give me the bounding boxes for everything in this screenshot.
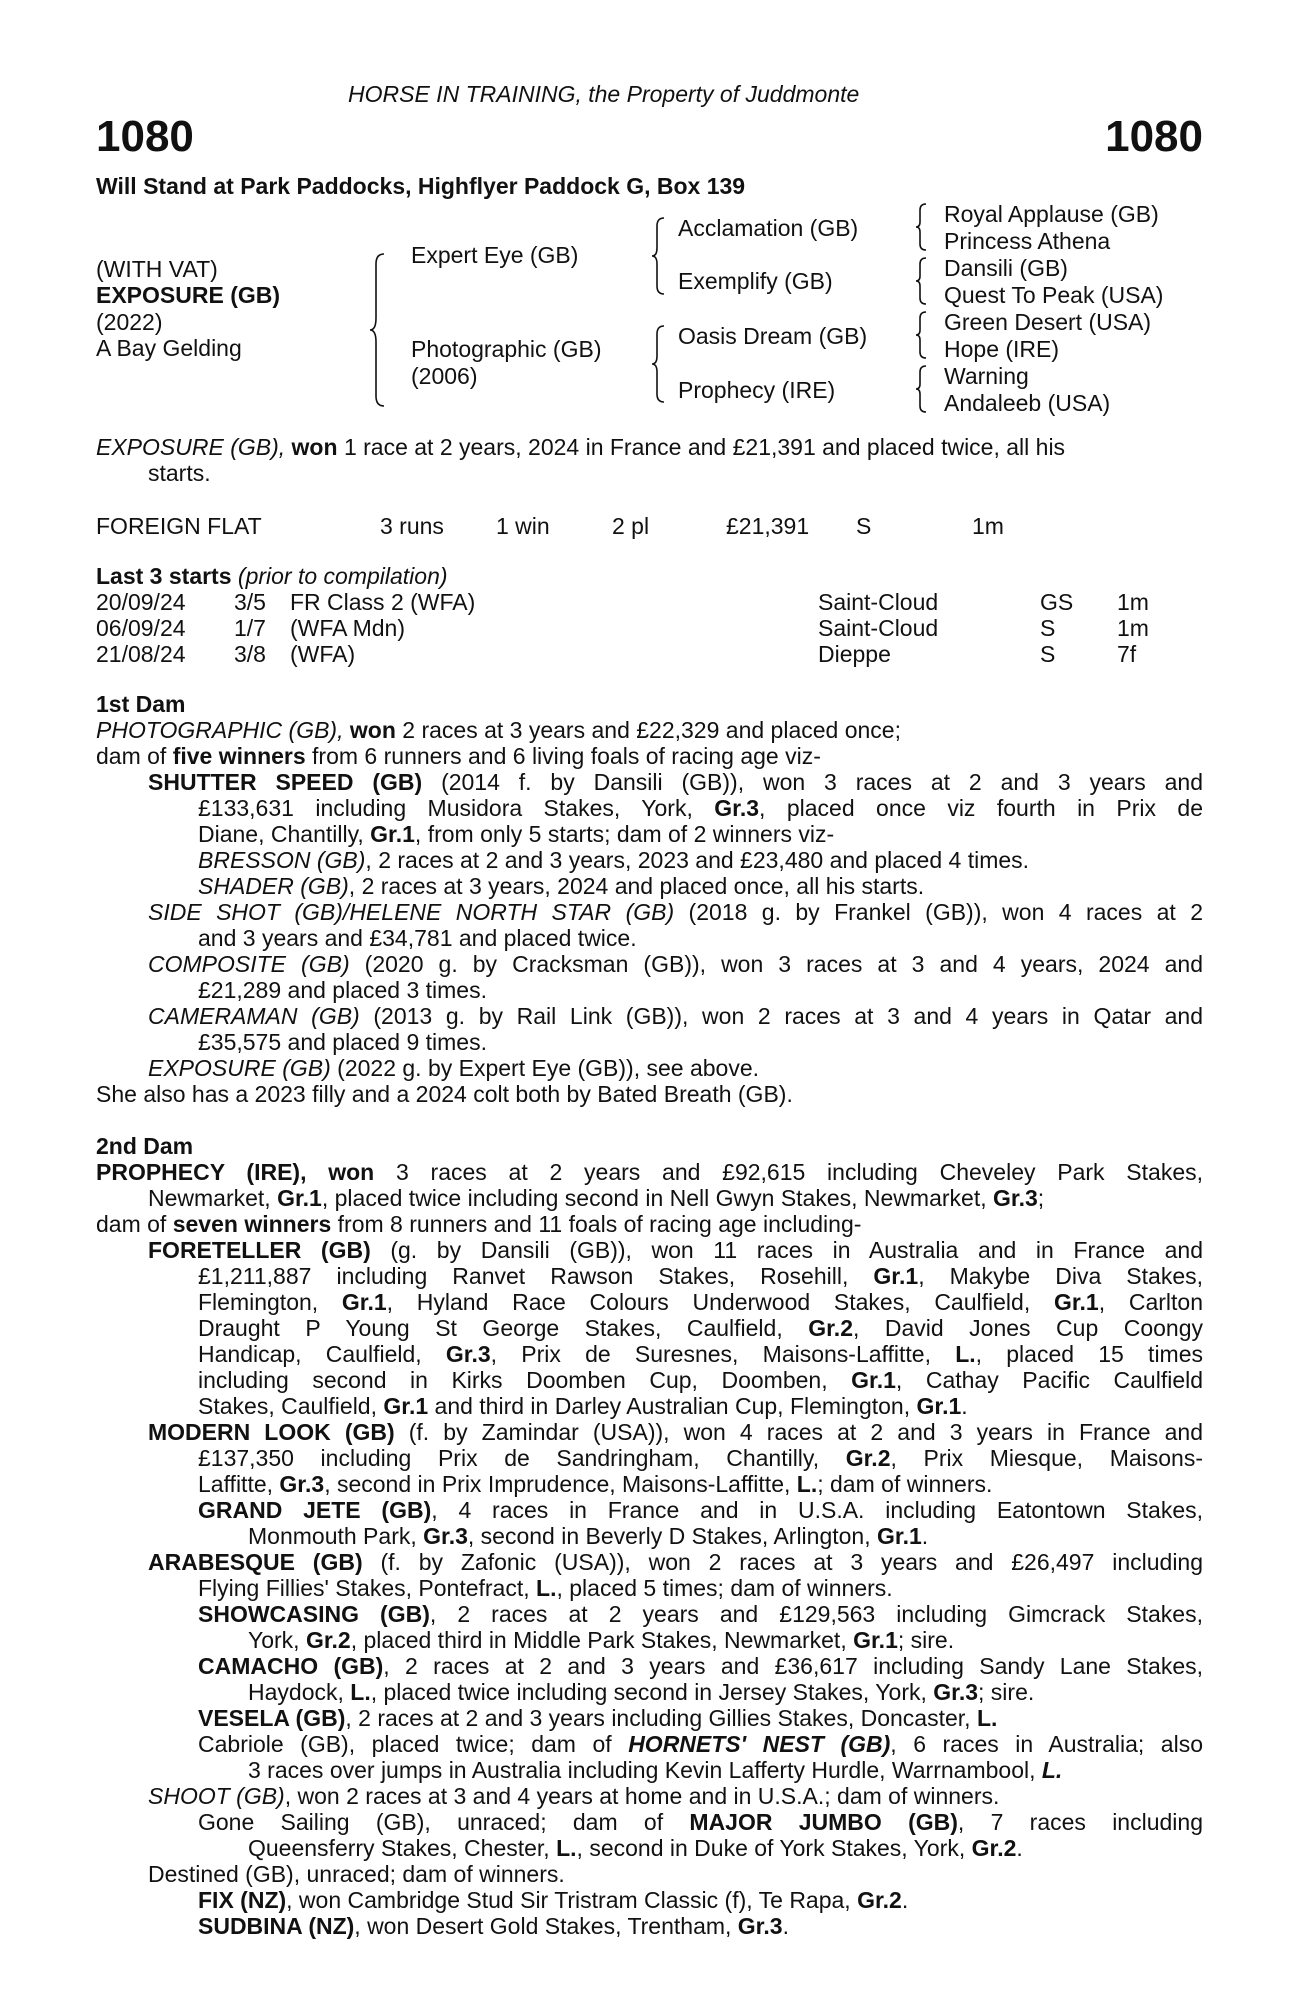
pedigree-g6: Hope (IRE) xyxy=(944,336,1060,362)
second-dam-line xyxy=(198,1810,1203,1836)
grade-label: Gr.1 xyxy=(1053,1289,1099,1315)
pedigree-g3: Dansili (GB) xyxy=(944,255,1068,281)
second-dam-line xyxy=(198,1498,1203,1524)
pedigree-dam-year: (2006) xyxy=(411,363,478,389)
record-earnings: £21,391 xyxy=(726,513,810,539)
pedigree-brace-dam xyxy=(650,324,668,404)
second-dam-line xyxy=(248,1628,954,1654)
listed-label: L. xyxy=(556,1835,577,1861)
first-dam-line xyxy=(96,744,821,770)
pedigree-g2: Princess Athena xyxy=(944,228,1111,254)
start-row xyxy=(0,642,1315,668)
pedigree-brace-g12 xyxy=(914,202,930,252)
won-label: won xyxy=(349,717,396,743)
listed-label: L. xyxy=(955,1341,976,1367)
progeny-text: , second in Duke of York Stakes, York, xyxy=(576,1835,966,1861)
start-race: (WFA Mdn) xyxy=(290,615,406,641)
grade-label: Gr.3 xyxy=(445,1341,491,1367)
pedigree-sire: Expert Eye (GB) xyxy=(411,242,579,268)
first-dam-line xyxy=(148,1056,759,1082)
progeny-text: , 4 races in France and in U.S.A. including Eatontown Stakes, xyxy=(431,1497,1204,1523)
progeny-text: , placed 15 times xyxy=(975,1341,1204,1367)
grade-label: Gr.3 xyxy=(993,1185,1038,1211)
grade-label: Gr.3 xyxy=(279,1471,325,1497)
progeny-text: (2022 g. by Expert Eye (GB)), see above. xyxy=(337,1055,760,1081)
dam-name: PHOTOGRAPHIC (GB), xyxy=(96,717,344,743)
progeny-text: , 2 races at 3 years, 2024 and placed once, all his starts. xyxy=(348,873,925,899)
first-dam-line: and 3 years and £34,781 and placed twice. xyxy=(198,925,637,951)
pedigree-brace-g56 xyxy=(914,310,930,360)
grade-label: Gr.1 xyxy=(277,1185,322,1211)
dam-text: from 6 runners and 6 living foals of racing age viz- xyxy=(312,743,821,769)
progeny-text: 3 races over jumps in Australia including Kevin Lafferty Hurdle, Warrnambool, xyxy=(248,1757,1036,1783)
second-dam-line xyxy=(248,1836,1023,1862)
second-dam-line xyxy=(148,1186,1044,1212)
progeny-text: , Cathay Pacific Caulfield xyxy=(895,1367,1204,1393)
second-dam-line xyxy=(198,1576,893,1602)
dam-text: Newmarket, xyxy=(148,1185,271,1211)
winners-count: five winners xyxy=(172,743,306,769)
second-dam-line: Destined (GB), unraced; dam of winners. xyxy=(148,1861,565,1887)
progeny-text: , 2 races at 2 years and £129,563 including Gimcrack Stakes, xyxy=(429,1601,1203,1627)
listed-label: L. xyxy=(976,1705,998,1731)
listed-label: L. xyxy=(350,1679,371,1705)
summary-horse-name: EXPOSURE (GB), xyxy=(96,434,286,460)
dam-text: dam of xyxy=(96,1211,167,1237)
first-dam-line xyxy=(198,848,1029,874)
progeny-text: (2014 f. by Dansili (GB)), won 3 races at 2 and 3 years and xyxy=(441,769,1204,795)
progeny-name: COMPOSITE (GB) xyxy=(148,951,350,977)
pedigree-brace-main xyxy=(368,252,388,408)
grade-label: Gr.1 xyxy=(851,1367,896,1393)
progeny-text: ; sire. xyxy=(978,1679,1035,1705)
second-dam-heading: 2nd Dam xyxy=(96,1133,194,1159)
second-dam-line xyxy=(148,1420,1203,1446)
first-dam-line: £35,575 and placed 9 times. xyxy=(198,1029,487,1055)
progeny-name: HORNETS' NEST (GB) xyxy=(628,1731,891,1757)
progeny-text: , won Cambridge Stud Sir Tristram Classic (f), Te Rapa, xyxy=(286,1887,851,1913)
record-distance: 1m xyxy=(972,513,1004,539)
second-dam-line xyxy=(198,1316,1203,1342)
second-dam-line xyxy=(198,1888,908,1914)
progeny-text: , 6 races in Australia; also xyxy=(890,1731,1203,1757)
start-position: 3/5 xyxy=(234,589,266,615)
progeny-text: ; dam of winners. xyxy=(817,1471,993,1497)
progeny-name: FIX (NZ) xyxy=(198,1887,287,1913)
grade-label: Gr.1 xyxy=(383,1393,429,1419)
listed-label: L. xyxy=(796,1471,818,1497)
record-places: 2 pl xyxy=(612,513,650,539)
progeny-text: (g. by Dansili (GB)), won 11 races in Australia and in France and xyxy=(390,1237,1203,1263)
start-course: Saint-Cloud xyxy=(818,615,939,641)
second-dam-line xyxy=(96,1212,861,1238)
start-course: Saint-Cloud xyxy=(818,589,939,615)
start-distance: 1m xyxy=(1117,615,1149,641)
progeny-text: (f. by Zamindar (USA)), won 4 races at 2 and 3 years in France and xyxy=(408,1419,1203,1445)
second-dam-line xyxy=(248,1758,1062,1784)
pedigree-g5: Green Desert (USA) xyxy=(944,309,1152,335)
pedigree-dam-sire: Oasis Dream (GB) xyxy=(678,323,868,349)
progeny-text: Flemington, xyxy=(198,1289,319,1315)
start-row xyxy=(0,616,1315,642)
progeny-text: Diane, Chantilly, xyxy=(198,821,364,847)
summary-line-2: starts. xyxy=(148,460,211,486)
dam-name: PROPHECY (IRE) xyxy=(96,1159,301,1185)
progeny-text: . xyxy=(1016,1835,1023,1861)
progeny-text: . xyxy=(961,1393,968,1419)
grade-label: Gr.2 xyxy=(971,1835,1017,1861)
progeny-name: SHADER (GB) xyxy=(198,873,349,899)
progeny-text: , second in Prix Imprudence, Maisons-Laffitte, xyxy=(324,1471,791,1497)
progeny-text: (2018 g. by Frankel (GB)), won 4 races at 2 xyxy=(688,899,1203,925)
progeny-text: , Prix Miesque, Maisons- xyxy=(890,1445,1203,1471)
progeny-text: Laffitte, xyxy=(198,1471,274,1497)
progeny-name: SHUTTER SPEED (GB) xyxy=(148,769,423,795)
progeny-text: , Makybe Diva Stakes, xyxy=(918,1263,1203,1289)
first-dam-line xyxy=(198,822,834,848)
grade-label: Gr.3 xyxy=(737,1913,783,1939)
start-date: 20/09/24 xyxy=(96,589,186,615)
progeny-text: Draught P Young St George Stakes, Caulfield, xyxy=(198,1315,783,1341)
grade-label: Gr.2 xyxy=(857,1887,902,1913)
last-starts-heading xyxy=(96,564,448,590)
start-distance: 7f xyxy=(1117,641,1137,667)
horse-description: A Bay Gelding xyxy=(96,335,242,361)
dam-text: ; xyxy=(1037,1185,1045,1211)
start-race: (WFA) xyxy=(290,641,356,667)
pedigree-g7: Warning xyxy=(944,363,1029,389)
vat-note: (WITH VAT) xyxy=(96,256,218,282)
progeny-name: GRAND JETE (GB) xyxy=(198,1497,432,1523)
progeny-name: SIDE SHOT (GB)/HELENE NORTH STAR (GB) xyxy=(148,899,675,925)
first-dam-line xyxy=(96,718,901,744)
progeny-text: Flying Fillies' Stakes, Pontefract, xyxy=(198,1575,530,1601)
progeny-text: and third in Darley Australian Cup, Flemington, xyxy=(434,1393,911,1419)
last-starts-title: Last 3 starts xyxy=(96,563,232,589)
pedigree-g4: Quest To Peak (USA) xyxy=(944,282,1164,308)
record-going: S xyxy=(856,513,872,539)
second-dam-line xyxy=(198,1394,968,1420)
pedigree-brace-g34 xyxy=(914,256,930,306)
progeny-text: , won Desert Gold Stakes, Trentham, xyxy=(354,1913,732,1939)
pedigree-g8: Andaleeb (USA) xyxy=(944,390,1111,416)
dam-text: 2 races at 3 years and £22,329 and placed once; xyxy=(402,717,901,743)
grade-label: Gr.3 xyxy=(423,1523,468,1549)
grade-label: Gr.1 xyxy=(877,1523,922,1549)
start-going: GS xyxy=(1040,589,1074,615)
second-dam-line xyxy=(198,1264,1203,1290)
progeny-text: . xyxy=(921,1523,929,1549)
first-dam-line xyxy=(198,796,1203,822)
first-dam-line xyxy=(148,1004,1203,1030)
listed-label: L. xyxy=(1041,1757,1063,1783)
progeny-name: SHOOT (GB) xyxy=(148,1783,285,1809)
grade-label: Gr.2 xyxy=(845,1445,891,1471)
progeny-text: Gone Sailing (GB), unraced; dam of xyxy=(198,1809,664,1835)
second-dam-line xyxy=(198,1732,1203,1758)
won-label: , won xyxy=(300,1159,375,1185)
horse-year: (2022) xyxy=(96,309,163,335)
progeny-text: Stakes, Caulfield, xyxy=(198,1393,377,1419)
progeny-name: CAMACHO (GB) xyxy=(198,1653,384,1679)
pedigree-dam-dam: Prophecy (IRE) xyxy=(678,377,836,403)
second-dam-line xyxy=(198,1602,1203,1628)
record-wins: 1 win xyxy=(496,513,550,539)
progeny-text: , placed once viz fourth in Prix de xyxy=(759,795,1204,821)
grade-label: Gr.3 xyxy=(933,1679,979,1705)
second-dam-line xyxy=(148,1238,1203,1264)
start-position: 3/8 xyxy=(234,641,266,667)
record-label: FOREIGN FLAT xyxy=(96,513,262,539)
pedigree-brace-g78 xyxy=(914,364,930,414)
second-dam-line xyxy=(198,1914,789,1940)
progeny-name: SHOWCASING (GB) xyxy=(198,1601,430,1627)
race-record xyxy=(0,514,1315,540)
progeny-text: , placed third in Middle Park Stakes, Newmarket, xyxy=(350,1627,847,1653)
progeny-name: SUDBINA (NZ) xyxy=(198,1913,355,1939)
progeny-text: (f. by Zafonic (USA)), won 2 races at 3 years and £26,497 including xyxy=(380,1549,1204,1575)
progeny-text: , Carlton xyxy=(1098,1289,1203,1315)
progeny-text: . xyxy=(782,1913,789,1939)
first-dam-line xyxy=(148,952,1203,978)
progeny-text: , won 2 races at 3 and 4 years at home and in U.S.A.; dam of winners. xyxy=(284,1783,1000,1809)
second-dam-line xyxy=(198,1472,992,1498)
grade-label: Gr.2 xyxy=(305,1627,351,1653)
start-position: 1/7 xyxy=(234,615,266,641)
progeny-name: VESELA (GB) xyxy=(198,1705,346,1731)
second-dam-line xyxy=(198,1446,1203,1472)
progeny-text: Cabriole (GB), placed twice; dam of xyxy=(198,1731,612,1757)
first-dam-line xyxy=(198,874,924,900)
progeny-name: BRESSON (GB) xyxy=(198,847,366,873)
second-dam-line xyxy=(198,1706,997,1732)
summary-line-1 xyxy=(96,435,1065,461)
progeny-text: , second in Beverly D Stakes, Arlington, xyxy=(467,1523,871,1549)
grade-label: Gr.2 xyxy=(808,1315,853,1341)
progeny-text: York, xyxy=(248,1627,300,1653)
grade-label: Gr.1 xyxy=(341,1289,387,1315)
first-dam-line: She also has a 2023 filly and a 2024 colt both by Bated Breath (GB). xyxy=(96,1081,793,1107)
stand-location: Will Stand at Park Paddocks, Highflyer Paddock G, Box 139 xyxy=(96,173,746,199)
progeny-text: ; sire. xyxy=(897,1627,955,1653)
second-dam-line xyxy=(148,1784,999,1810)
progeny-text: , David Jones Cup Coongy xyxy=(853,1315,1204,1341)
second-dam-line xyxy=(198,1654,1203,1680)
first-dam-line xyxy=(148,770,1203,796)
start-race: FR Class 2 (WFA) xyxy=(290,589,476,615)
progeny-text: £133,631 including Musidora Stakes, York, xyxy=(198,795,693,821)
progeny-text: (2020 g. by Cracksman (GB)), won 3 races at 3 and 4 years, 2024 and xyxy=(364,951,1204,977)
progeny-text: , 7 races including xyxy=(957,1809,1203,1835)
grade-label: Gr.3 xyxy=(714,795,760,821)
second-dam-line xyxy=(96,1160,1203,1186)
start-date: 06/09/24 xyxy=(96,615,186,641)
pedigree-brace-sire xyxy=(650,216,668,296)
progeny-text: Handicap, Caulfield, xyxy=(198,1341,422,1367)
second-dam-line xyxy=(148,1550,1203,1576)
progeny-text: . xyxy=(901,1887,909,1913)
dam-text: dam of xyxy=(96,743,167,769)
start-going: S xyxy=(1040,615,1056,641)
listed-label: L. xyxy=(536,1575,557,1601)
progeny-text: £137,350 including Prix de Sandringham, Chantilly, xyxy=(198,1445,820,1471)
page-caption: HORSE IN TRAINING, the Property of Juddmonte xyxy=(348,81,860,107)
progeny-text: , Prix de Suresnes, Maisons-Laffitte, xyxy=(490,1341,931,1367)
first-dam-line xyxy=(148,900,1203,926)
summary-won: won xyxy=(291,434,338,460)
progeny-text: , from only 5 starts; dam of 2 winners viz- xyxy=(414,821,835,847)
progeny-text: , 2 races at 2 and 3 years and £36,617 including Sandy Lane Stakes, xyxy=(383,1653,1204,1679)
progeny-name: FORETELLER (GB) xyxy=(148,1237,371,1263)
lot-number-left: 1080 xyxy=(96,112,194,161)
pedigree-g1: Royal Applause (GB) xyxy=(944,201,1159,227)
pedigree-sire-dam: Exemplify (GB) xyxy=(678,268,833,294)
second-dam-line xyxy=(198,1342,1203,1368)
progeny-text: Monmouth Park, xyxy=(248,1523,417,1549)
second-dam-line xyxy=(198,1290,1203,1316)
progeny-text: Queensferry Stakes, Chester, xyxy=(248,1835,550,1861)
grade-label: Gr.1 xyxy=(853,1627,898,1653)
progeny-text: including second in Kirks Doomben Cup, Doomben, xyxy=(198,1367,828,1393)
start-course: Dieppe xyxy=(818,641,891,667)
horse-name: EXPOSURE (GB) xyxy=(96,282,281,308)
summary-text: 1 race at 2 years, 2024 in France and £21,391 and placed twice, all his xyxy=(343,434,1066,460)
progeny-text: (2013 g. by Rail Link (GB)), won 2 races at 3 and 4 years in Qatar and xyxy=(373,1003,1204,1029)
record-runs: 3 runs xyxy=(380,513,444,539)
grade-label: Gr.1 xyxy=(370,821,415,847)
first-dam-heading: 1st Dam xyxy=(96,691,186,717)
dam-text: , placed twice including second in Nell Gwyn Stakes, Newmarket, xyxy=(321,1185,987,1211)
progeny-name: ARABESQUE (GB) xyxy=(148,1549,363,1575)
grade-label: Gr.1 xyxy=(916,1393,962,1419)
start-going: S xyxy=(1040,641,1056,667)
dam-text: 3 races at 2 years and £92,615 including Cheveley Park Stakes, xyxy=(396,1159,1203,1185)
second-dam-line xyxy=(248,1680,1034,1706)
progeny-name: MAJOR JUMBO (GB) xyxy=(689,1809,958,1835)
pedigree-dam: Photographic (GB) xyxy=(411,336,602,362)
progeny-text: , 2 races at 2 and 3 years, 2023 and £23,480 and placed 4 times. xyxy=(365,847,1030,873)
lot-number-right: 1080 xyxy=(1105,112,1203,161)
winners-count: seven winners xyxy=(172,1211,332,1237)
progeny-text: , Hyland Race Colours Underwood Stakes, Caulfield, xyxy=(386,1289,1031,1315)
progeny-name: CAMERAMAN (GB) xyxy=(148,1003,360,1029)
progeny-text: , 2 races at 2 and 3 years including Gillies Stakes, Doncaster, xyxy=(345,1705,971,1731)
last-starts-note: (prior to compilation) xyxy=(237,563,448,589)
progeny-text: Haydock, xyxy=(248,1679,344,1705)
start-row xyxy=(0,590,1315,616)
progeny-text: £1,211,887 including Ranvet Rawson Stakes, Rosehill, xyxy=(198,1263,849,1289)
second-dam-line xyxy=(198,1368,1203,1394)
progeny-text: , placed 5 times; dam of winners. xyxy=(556,1575,893,1601)
second-dam-line xyxy=(248,1524,928,1550)
pedigree-sire-sire: Acclamation (GB) xyxy=(678,215,859,241)
dam-text: from 8 runners and 11 foals of racing age including- xyxy=(337,1211,862,1237)
progeny-name: EXPOSURE (GB) xyxy=(148,1055,331,1081)
progeny-name: MODERN LOOK (GB) xyxy=(148,1419,395,1445)
first-dam-line: £21,289 and placed 3 times. xyxy=(198,977,487,1003)
grade-label: Gr.1 xyxy=(873,1263,919,1289)
start-date: 21/08/24 xyxy=(96,641,186,667)
progeny-text: , placed twice including second in Jersey Stakes, York, xyxy=(370,1679,927,1705)
start-distance: 1m xyxy=(1117,589,1149,615)
